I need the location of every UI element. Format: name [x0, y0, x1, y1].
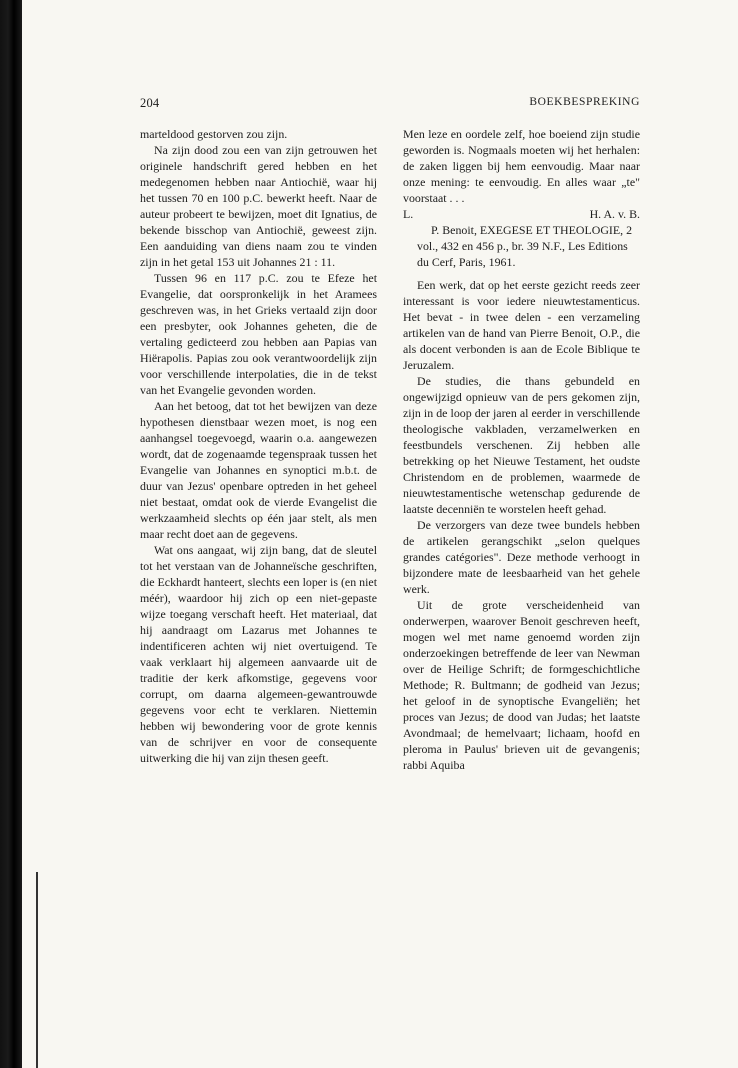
paragraph: Een werk, dat op het eerste gezicht reeds zeer interessant is voor iedere nieuwtestamenticus. Het bevat - in twee delen - een verzameling artikelen van de hand van Pierre Benoit, O.P., die als docent verbonden is aan de Ecole Biblique te Jeruzalem. [403, 278, 640, 372]
paragraph: marteldood gestorven zou zijn. [140, 127, 288, 141]
paragraph: Uit de grote verscheidenheid van onderwerpen, waarover Benoit geschreven heeft, mogen wel met name genoemd worden zijn onderzoekingen betreffende de leer van Newman over de Heilige Schrift; de formgeschichtliche Methode; R. Bultmann; de godheid van Jezus; het geloof in de synoptische Evangeliën; het proces van Jezus; de dood van Judas; het laatste Avondmaal; de hemelvaart; lichaam, hoofd en pleroma in Paulus' brieven uit de gevangenis; rabbi Aquiba [403, 598, 640, 772]
review-signature [403, 206, 640, 222]
paragraph: Wat ons aangaat, wij zijn bang, dat de sleutel tot het verstaan van de Johanneïsche geschriften, die Eckhardt hanteert, slechts een loper is (en niet méér), waardoor hij zich op een niet-gepaste wijze toegang verschaft heeft. Het materiaal, dat hij aandraagt om Lazarus met Johannes te indentificeren achten wij niet overtuigend. Te vaak verklaart hij algemeen aanvaarde uit de traditie der kerk afkomstige, gegevens voor corrupt, om daarna algemeen-gewantrouwde gegevens voor echt te verklaren. Niettemin hebben wij bewondering voor de grote kennis van de schrijver en voor de consequente uitwerking die hij van zijn thesen geeft. [140, 543, 377, 765]
margin-line [36, 872, 38, 1068]
running-title: BOEKBESPREKING [529, 96, 640, 108]
paragraph: Tussen 96 en 117 p.C. zou te Efeze het Evangelie, dat oorspronkelijk in het Aramees geschreven was, in het Grieks vertaald zijn door een presbyter, ook Johannes geheten, die de vertaling gedicteerd zou hebben aan Papias van Hiërapolis. Papias zou ook verantwoordelijk zijn voor verschillende interpolaties, die in de tekst van het Evangelie gevonden worden. [140, 271, 377, 397]
right-column [403, 126, 640, 773]
reviewer-initials: H. A. v. B. [589, 207, 640, 221]
paragraph: Men leze en oordele zelf, hoe boeiend zijn studie geworden is. Nogmaals moeten wij het herhalen: de zaken liggen bij hem eenvoudig. Maar naar onze mening: te eenvoudig. En alles waar „te" voorstaat . . . [403, 127, 640, 205]
left-column [140, 126, 377, 766]
paragraph: Aan het betoog, dat tot het bewijzen van deze hypothesen dienstbaar wezen moet, is nog een aanhangsel toegevoegd, waarin o.a. aangewezen wordt, dat de zogenaamde tegenspraak tussen het Evangelie van Johannes en synoptici m.b.t. de duur van Jezus' openbare optreden in het geheel niet bestaat, omdat ook de vierde Evangelist die werkzaamheid slechts op één jaar stelt, als men maar recht doet aan de gegevens. [140, 399, 377, 541]
paragraph: De verzorgers van deze twee bundels hebben de artikelen gerangschikt „selon quelques grandes catégories". Deze methode verhoogt in bijzondere mate de leesbaarheid van het gehele werk. [403, 518, 640, 596]
page-edge-shadow [0, 0, 22, 1068]
paragraph: Na zijn dood zou een van zijn getrouwen het originele handschrift gered hebben en het medegenomen hebben naar Antiochië, waar hij het tussen 70 en 100 p.C. bewerkt heeft. Naar de auteur probeert te bewijzen, moet dit Ignatius, de bekende bisschop van Antiochië, geweest zijn. Een aanduiding van diens naam zou te vinden zijn in het getal 153 uit Johannes 21 : 11. [140, 143, 377, 269]
paragraph: De studies, die thans gebundeld en ongewijzigd opnieuw van de pers gekomen zijn, zijn in de loop der jaren al eerder in verschillende theologische vakbladen, verzamelwerken en feestbundels verschenen. Zij hebben alle betrekking op het Nieuwe Testament, het oudste Christendom en de problemen, waarmede de nieuwtestamentische wetenschap gedurende de laatste decenniën te worstelen heeft gehad. [403, 374, 640, 516]
page-number: 204 [140, 96, 160, 110]
running-head [140, 96, 640, 112]
signature-initial: L. [403, 207, 414, 221]
book-citation: P. Benoit, EXEGESE ET THEOLOGIE, 2 vol., 432 en 456 p., br. 39 N.F., Les Editions du Cerf, Paris, 1961. [417, 223, 633, 269]
